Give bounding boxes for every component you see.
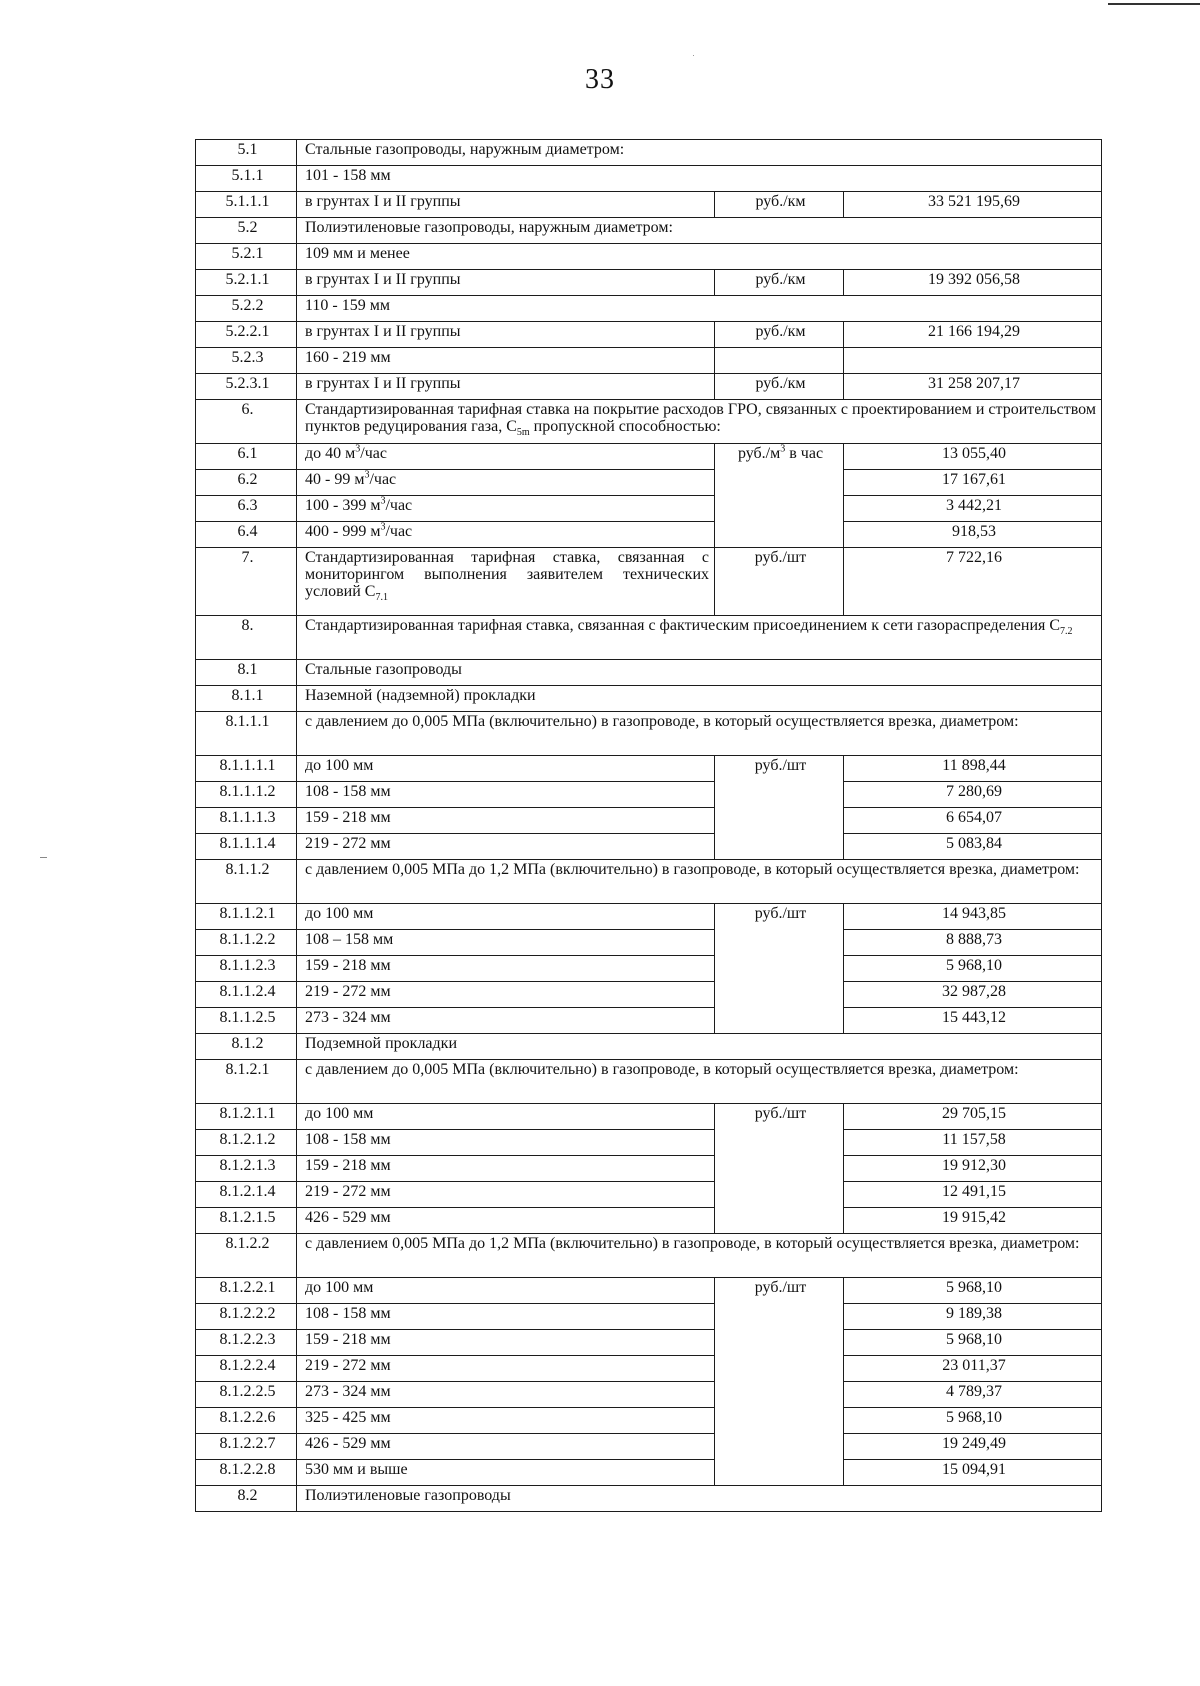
row-description: 219 - 272 мм <box>297 1182 715 1208</box>
row-value: 8 888,73 <box>844 930 1102 956</box>
row-value: 19 915,42 <box>844 1208 1102 1234</box>
row-value: 14 943,85 <box>844 904 1102 930</box>
row-description: 108 - 158 мм <box>297 1304 715 1330</box>
row-description: 273 - 324 мм <box>297 1382 715 1408</box>
row-description: 159 - 218 мм <box>297 1156 715 1182</box>
row-value: 17 167,61 <box>844 470 1102 496</box>
row-number: 8.1.2 <box>196 1034 297 1060</box>
page-number: 33 <box>585 64 615 95</box>
table-row <box>196 1356 1102 1382</box>
row-description: 219 - 272 мм <box>297 982 715 1008</box>
row-description: до 100 мм <box>297 1278 715 1304</box>
row-number: 5.1 <box>196 140 297 166</box>
table-row <box>196 616 1102 660</box>
row-number: 6.4 <box>196 522 297 548</box>
row-unit: руб./км <box>715 374 844 400</box>
row-description: 108 - 158 мм <box>297 782 715 808</box>
row-number: 6.3 <box>196 496 297 522</box>
table-row <box>196 1156 1102 1182</box>
row-number: 8.1.2.2 <box>196 1234 297 1278</box>
row-value: 31 258 207,17 <box>844 374 1102 400</box>
row-description: до 100 мм <box>297 756 715 782</box>
row-description: с давлением 0,005 МПа до 1,2 МПа (включительно) в газопроводе, в который осуществляется врезка, диаметром: <box>297 860 1102 904</box>
table-row <box>196 1008 1102 1034</box>
row-unit: руб./км <box>715 270 844 296</box>
table-row <box>196 140 1102 166</box>
row-value: 5 083,84 <box>844 834 1102 860</box>
row-unit <box>715 348 844 374</box>
row-value: 7 280,69 <box>844 782 1102 808</box>
row-description: Стандартизированная тарифная ставка, связанная с фактическим присоединением к сети газораспределения $C_{7.2}$ <box>297 616 1102 660</box>
row-number: 8.1.1.2 <box>196 860 297 904</box>
row-description: Полиэтиленовые газопроводы, наружным диаметром: <box>297 218 1102 244</box>
row-description: 159 - 218 мм <box>297 1330 715 1356</box>
top-edge-rule <box>1108 3 1200 5</box>
row-number: 8.1.1.2.2 <box>196 930 297 956</box>
row-description: Стандартизированная тарифная ставка, связанная с мониторингом выполнения заявителем технических условий $C_{7.1}$ <box>297 548 715 616</box>
row-description: Подземной прокладки <box>297 1034 1102 1060</box>
row-value: 11 898,44 <box>844 756 1102 782</box>
row-number: 8.1.1.2.4 <box>196 982 297 1008</box>
row-description: в грунтах I и II группы <box>297 192 715 218</box>
row-number: 5.2.2.1 <box>196 322 297 348</box>
row-number: 8.2 <box>196 1486 297 1512</box>
row-description: в грунтах I и II группы <box>297 322 715 348</box>
row-description: до 100 мм <box>297 1104 715 1130</box>
row-number: 8.1.2.2.5 <box>196 1382 297 1408</box>
table-row <box>196 1434 1102 1460</box>
table-row <box>196 548 1102 616</box>
table-row <box>196 782 1102 808</box>
row-number: 6.2 <box>196 470 297 496</box>
row-value: 6 654,07 <box>844 808 1102 834</box>
row-number: 7. <box>196 548 297 616</box>
table-row <box>196 1208 1102 1234</box>
row-number: 5.2.1 <box>196 244 297 270</box>
table-row <box>196 1034 1102 1060</box>
row-description: 108 – 158 мм <box>297 930 715 956</box>
table-row <box>196 522 1102 548</box>
row-description: 110 - 159 мм <box>297 296 1102 322</box>
row-value: 7 722,16 <box>844 548 1102 616</box>
row-value: 5 968,10 <box>844 1330 1102 1356</box>
table-row <box>196 470 1102 496</box>
group-unit: руб./шт <box>715 1278 844 1486</box>
row-description: 325 - 425 мм <box>297 1408 715 1434</box>
table-row <box>196 1408 1102 1434</box>
row-description: 40 - 99 $м^3$/час <box>297 470 715 496</box>
row-number: 8.1.2.2.7 <box>196 1434 297 1460</box>
row-value: 19 249,49 <box>844 1434 1102 1460</box>
table-row <box>196 756 1102 782</box>
row-value: 15 094,91 <box>844 1460 1102 1486</box>
row-value: 23 011,37 <box>844 1356 1102 1382</box>
row-value: 32 987,28 <box>844 982 1102 1008</box>
row-unit: руб./шт <box>715 548 844 616</box>
row-value: 11 157,58 <box>844 1130 1102 1156</box>
row-description: 426 - 529 мм <box>297 1434 715 1460</box>
group-unit: руб./шт <box>715 1104 844 1234</box>
row-description: до 40 $м^3$/час <box>297 444 715 470</box>
table-row <box>196 1104 1102 1130</box>
row-number: 8.1.1.2.5 <box>196 1008 297 1034</box>
row-number: 5.2 <box>196 218 297 244</box>
table-row <box>196 192 1102 218</box>
row-description: 400 - 999 $м^3$/час <box>297 522 715 548</box>
margin-tick-mark <box>40 857 47 858</box>
row-description: в грунтах I и II группы <box>297 374 715 400</box>
row-description: 101 - 158 мм <box>297 166 1102 192</box>
row-description: в грунтах I и II группы <box>297 270 715 296</box>
row-description: до 100 мм <box>297 904 715 930</box>
row-description: 426 - 529 мм <box>297 1208 715 1234</box>
row-value: 5 968,10 <box>844 956 1102 982</box>
row-number: 8.1.1 <box>196 686 297 712</box>
row-number: 8.1.1.2.3 <box>196 956 297 982</box>
row-description: 160 - 219 мм <box>297 348 715 374</box>
table-row <box>196 1060 1102 1104</box>
row-value: 3 442,21 <box>844 496 1102 522</box>
row-value: 21 166 194,29 <box>844 322 1102 348</box>
row-number: 8.1.2.1.5 <box>196 1208 297 1234</box>
table-row <box>196 834 1102 860</box>
row-description: 100 - 399 $м^3$/час <box>297 496 715 522</box>
row-description: Полиэтиленовые газопроводы <box>297 1486 1102 1512</box>
row-number: 8.1.2.1.4 <box>196 1182 297 1208</box>
row-number: 5.2.3 <box>196 348 297 374</box>
group-unit: руб./шт <box>715 904 844 1034</box>
table-row <box>196 374 1102 400</box>
row-value: 9 189,38 <box>844 1304 1102 1330</box>
row-value: 29 705,15 <box>844 1104 1102 1130</box>
row-number: 8.1.2.1.1 <box>196 1104 297 1130</box>
row-description: Стальные газопроводы <box>297 660 1102 686</box>
row-number: 8. <box>196 616 297 660</box>
row-number: 5.2.1.1 <box>196 270 297 296</box>
row-value: 12 491,15 <box>844 1182 1102 1208</box>
table-row <box>196 982 1102 1008</box>
row-description: 159 - 218 мм <box>297 956 715 982</box>
row-number: 8.1.2.1 <box>196 1060 297 1104</box>
row-number: 8.1.1.1.4 <box>196 834 297 860</box>
table-row <box>196 1330 1102 1356</box>
table-row <box>196 712 1102 756</box>
row-number: 8.1.2.2.3 <box>196 1330 297 1356</box>
table-row <box>196 1234 1102 1278</box>
row-number: 8.1.2.1.2 <box>196 1130 297 1156</box>
table-row <box>196 322 1102 348</box>
row-value: 5 968,10 <box>844 1278 1102 1304</box>
table-row <box>196 166 1102 192</box>
row-number: 5.1.1 <box>196 166 297 192</box>
tariff-table <box>195 139 1102 1512</box>
row-number: 8.1.2.2.4 <box>196 1356 297 1382</box>
table-row <box>196 860 1102 904</box>
row-number: 8.1.2.2.2 <box>196 1304 297 1330</box>
row-value: 19 392 056,58 <box>844 270 1102 296</box>
table-row <box>196 1460 1102 1486</box>
row-number: 8.1 <box>196 660 297 686</box>
row-description: с давлением 0,005 МПа до 1,2 МПа (включительно) в газопроводе, в который осуществляется врезка, диаметром: <box>297 1234 1102 1278</box>
row-value: 4 789,37 <box>844 1382 1102 1408</box>
row-description: с давлением до 0,005 МПа (включительно) в газопроводе, в который осуществляется врезка, диаметром: <box>297 1060 1102 1104</box>
row-number: 8.1.2.2.1 <box>196 1278 297 1304</box>
row-number: 5.1.1.1 <box>196 192 297 218</box>
row-description: Наземной (надземной) прокладки <box>297 686 1102 712</box>
table-row <box>196 270 1102 296</box>
row-number: 5.2.2 <box>196 296 297 322</box>
row-description: с давлением до 0,005 МПа (включительно) в газопроводе, в который осуществляется врезка, диаметром: <box>297 712 1102 756</box>
table-row <box>196 808 1102 834</box>
row-number: 8.1.1.1 <box>196 712 297 756</box>
table-row <box>196 444 1102 470</box>
row-number: 8.1.1.1.2 <box>196 782 297 808</box>
row-number: 8.1.1.1.1 <box>196 756 297 782</box>
table-row <box>196 1182 1102 1208</box>
row-description: 219 - 272 мм <box>297 1356 715 1382</box>
row-value: 13 055,40 <box>844 444 1102 470</box>
table-row <box>196 686 1102 712</box>
row-description: 108 - 158 мм <box>297 1130 715 1156</box>
row-description: 273 - 324 мм <box>297 1008 715 1034</box>
table-row <box>196 244 1102 270</box>
row-number: 6.1 <box>196 444 297 470</box>
row-description: Стальные газопроводы, наружным диаметром: <box>297 140 1102 166</box>
row-value: 33 521 195,69 <box>844 192 1102 218</box>
tariff-table-body <box>196 140 1102 1512</box>
group-unit: руб./шт <box>715 756 844 860</box>
row-number: 8.1.2.1.3 <box>196 1156 297 1182</box>
row-description: 530 мм и выше <box>297 1460 715 1486</box>
group-unit: $руб./м^3$ в час <box>715 444 844 548</box>
row-number: 8.1.1.2.1 <box>196 904 297 930</box>
table-row <box>196 1304 1102 1330</box>
row-description: 219 - 272 мм <box>297 834 715 860</box>
row-number: 6. <box>196 400 297 444</box>
table-row <box>196 660 1102 686</box>
row-value: 19 912,30 <box>844 1156 1102 1182</box>
row-description: Стандартизированная тарифная ставка на покрытие расходов ГРО, связанных с проектированием и строительством пунктов редуцирования газа, $C_{5m}$ пропускной способностью: <box>297 400 1102 444</box>
row-number: 8.1.1.1.3 <box>196 808 297 834</box>
row-number: 5.2.3.1 <box>196 374 297 400</box>
table-row <box>196 1130 1102 1156</box>
row-description: 159 - 218 мм <box>297 808 715 834</box>
row-unit: руб./км <box>715 322 844 348</box>
table-row <box>196 496 1102 522</box>
table-row <box>196 930 1102 956</box>
row-value: 5 968,10 <box>844 1408 1102 1434</box>
table-row <box>196 218 1102 244</box>
table-row <box>196 1278 1102 1304</box>
table-row <box>196 296 1102 322</box>
table-row <box>196 348 1102 374</box>
row-value <box>844 348 1102 374</box>
row-value: 15 443,12 <box>844 1008 1102 1034</box>
table-row <box>196 956 1102 982</box>
row-number: 8.1.2.2.8 <box>196 1460 297 1486</box>
row-number: 8.1.2.2.6 <box>196 1408 297 1434</box>
scan-speck <box>693 55 694 56</box>
row-value: 918,53 <box>844 522 1102 548</box>
table-row <box>196 904 1102 930</box>
table-row <box>196 1382 1102 1408</box>
row-unit: руб./км <box>715 192 844 218</box>
row-description: 109 мм и менее <box>297 244 1102 270</box>
table-row <box>196 1486 1102 1512</box>
table-row <box>196 400 1102 444</box>
